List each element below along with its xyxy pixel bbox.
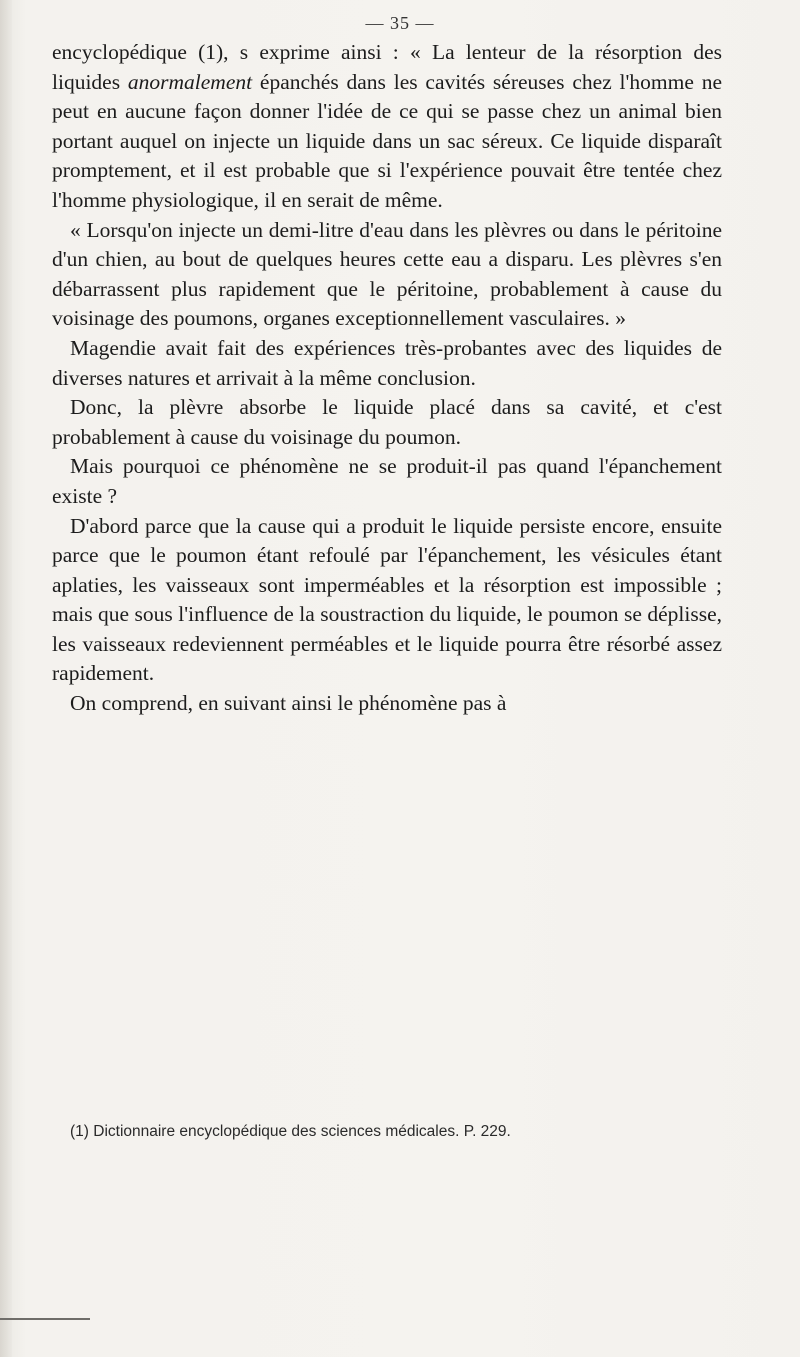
paragraph-1-before: encyclopédique (1), s exprime ainsi : « La lenteur de la résorption des liquides xyxy=(52,40,722,94)
paragraph-1-after: épanchés dans les cavités séreuses chez l'homme ne peut en aucune façon donner l'idée de ce qui se passe chez un animal bien portant auquel on injecte un liquide dans un sac séreux. Ce liquide disparaît promptement, et il est probable que si l'expérience pouvait être tentée chez l'homme physiologique, il en serait de même. xyxy=(52,69,722,212)
paragraph-3: Magendie avait fait des expériences très-probantes avec des liquides de diverses natures et arrivait à la même conclusion. xyxy=(52,335,722,390)
paragraph-5: Mais pourquoi ce phénomène ne se produit-il pas quand l'épanchement existe ? xyxy=(52,454,722,508)
footnote: (1) Dictionnaire encyclopédique des sciences médicales. P. 229. xyxy=(70,1123,511,1140)
paragraph-1 xyxy=(52,38,722,216)
paragraph-2: « Lorsqu'on injecte un demi-litre d'eau dans les plèvres ou dans le péritoine d'un chien, au bout de quelques heures cette eau a disparu. Les plèvres s'en débarrassent plus rapidement que le péritoine, probablement à cause du voisinage des poumons, organes exceptionnellement vasculaires. » xyxy=(52,217,722,331)
paragraph-4: Donc, la plèvre absorbe le liquide placé dans sa cavité, et c'est probablement à cause du voisinage du poumon. xyxy=(52,395,722,449)
body-text xyxy=(52,38,722,719)
paragraph-6: D'abord parce que la cause qui a produit le liquide persiste encore, ensuite parce que le poumon étant refoulé par l'épanchement, les vésicules étant aplaties, les vaisseaux sont imperméables et la résorption est impossible ; mais que sous l'influence de la soustraction du liquide, le poumon se déplisse, les vaisseaux redeviennent perméables et le liquide pourra être résorbé assez rapidement. xyxy=(52,513,722,686)
book-spine-shadow xyxy=(0,0,12,1357)
bottom-rule xyxy=(0,1318,90,1320)
page-number: — 35 — xyxy=(365,13,435,33)
paragraph-7: On comprend, en suivant ainsi le phénomène pas à xyxy=(70,691,507,716)
emphasis-anormalement: anormalement xyxy=(127,69,253,94)
